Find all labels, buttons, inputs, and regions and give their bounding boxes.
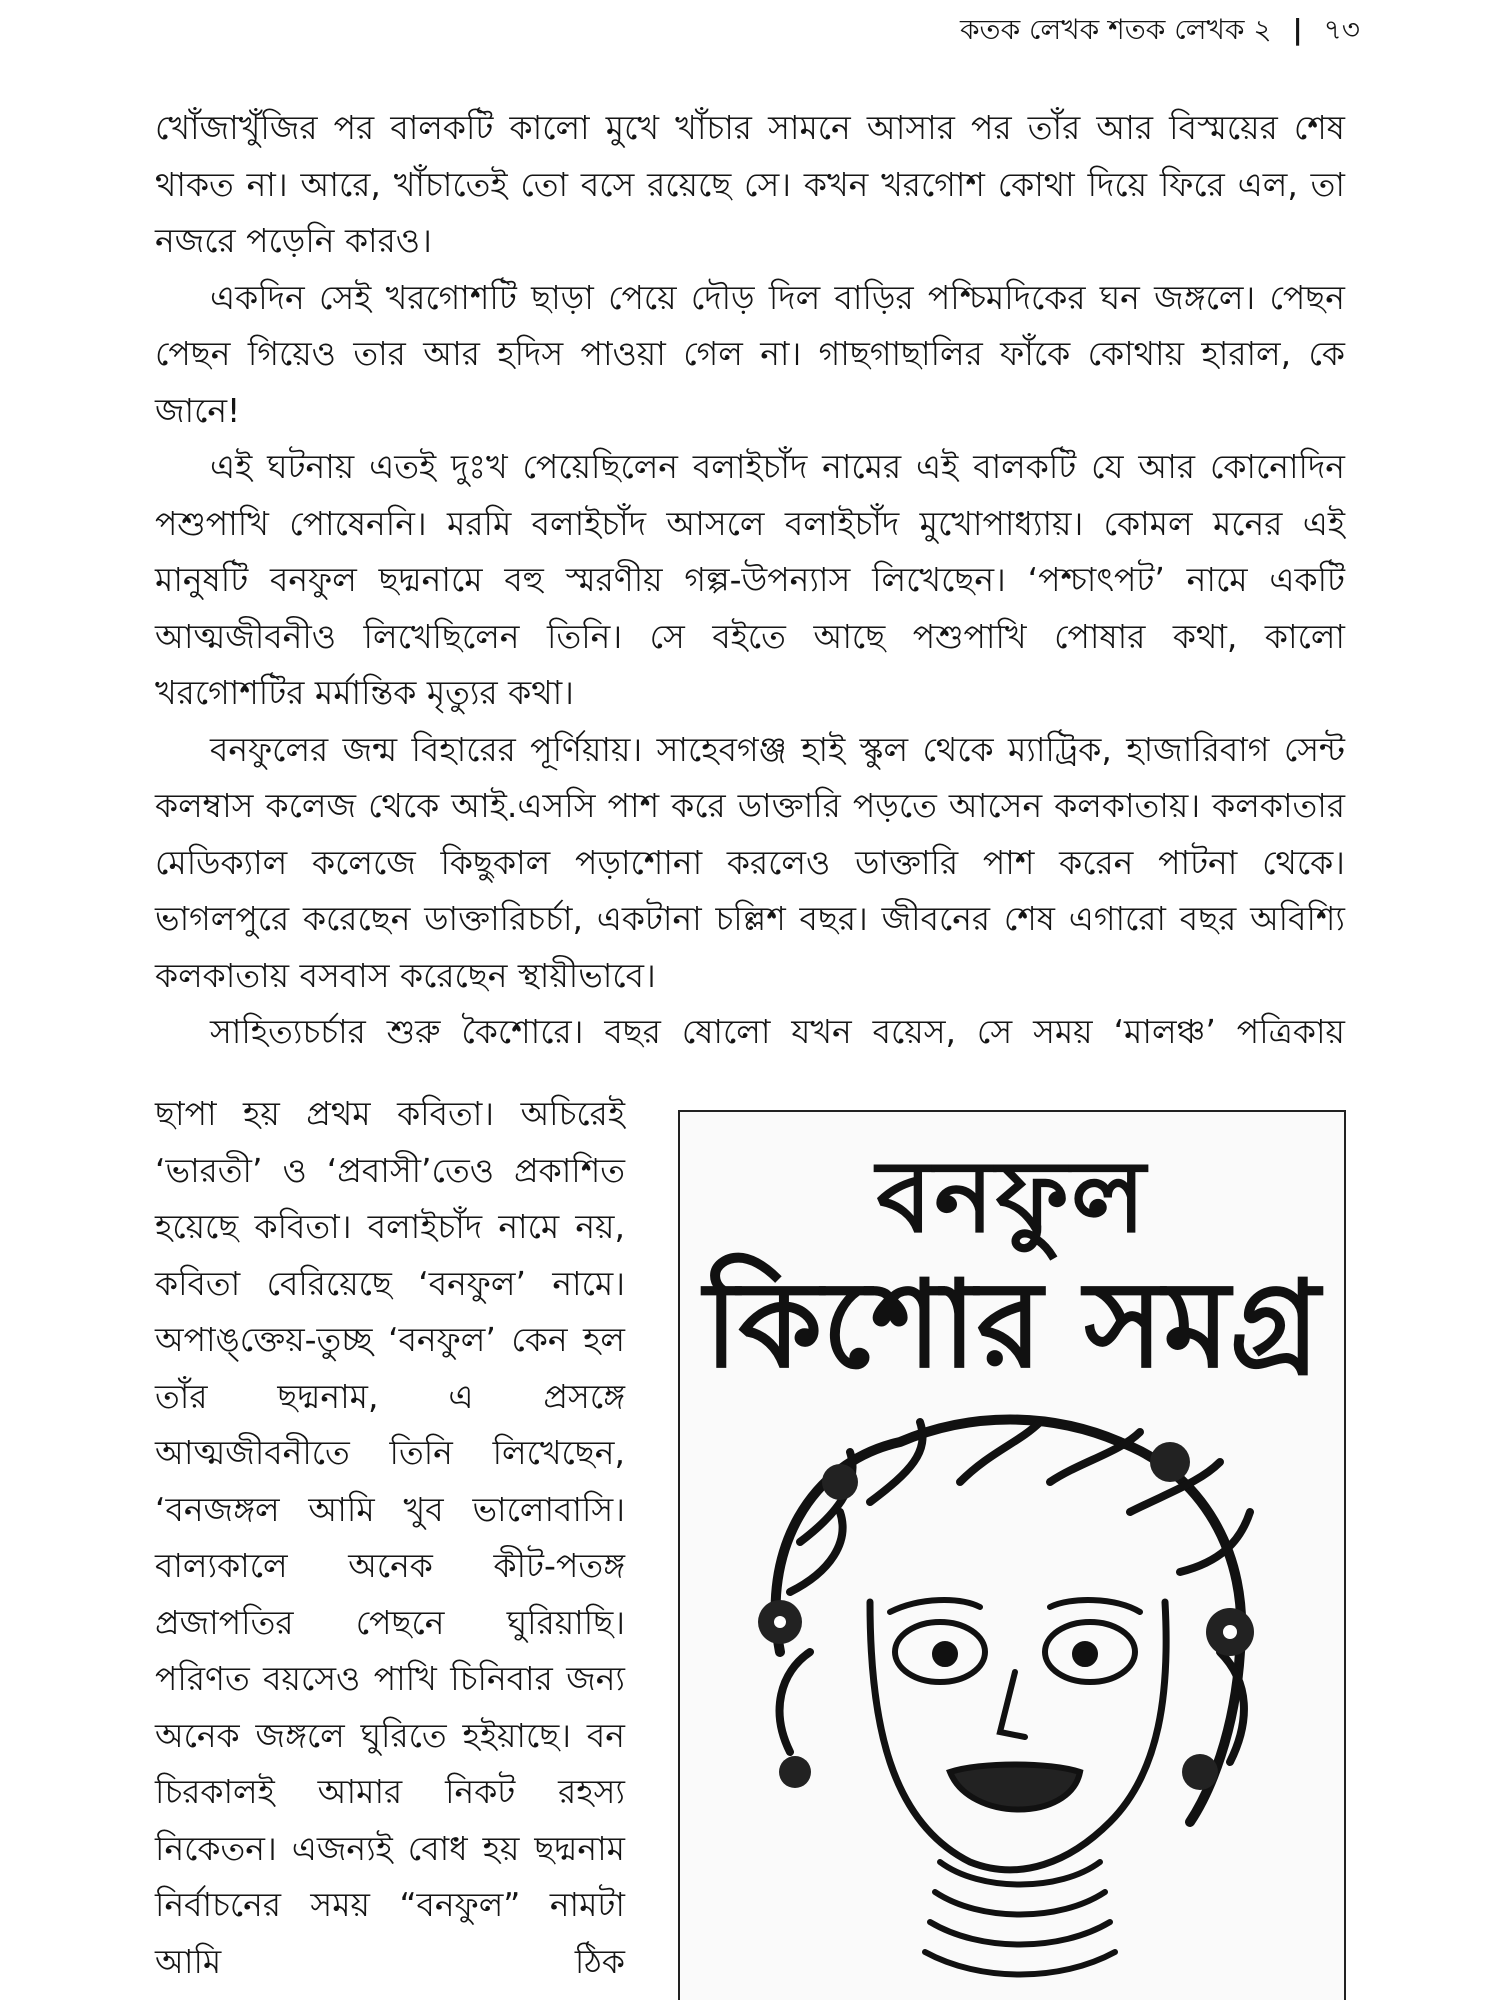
running-title: কতক লেখক শতক লেখক ২ bbox=[959, 13, 1272, 46]
cover-title: কিশোর সমগ্র bbox=[704, 1256, 1320, 1395]
paragraph-5: সাহিত্যচর্চার শুরু কৈশোরে। বছর ষোলো যখন বয়েস, সে সময় ‘মালঞ্চ’ পত্রিকায় bbox=[210, 1012, 1345, 1051]
main-text bbox=[155, 100, 1345, 1061]
paragraph-4: বনফুলের জন্ম বিহারের পূর্ণিয়ায়। সাহেবগঞ্জ হাই স্কুল থেকে ম্যাট্রিক, হাজারিবাগ সেন্ট কলম্বাস কলেজ থেকে আই.এসসি পাশ করে ডাক্তারি পড়তে আসেন কলকাতায়। কলকাতার মেডিক্যাল কলেজে কিছুকাল পড়াশোনা করলেও ডাক্তারি পাশ করেন পাটনা থেকে। ভাগলপুরে করেছেন ডাক্তারিচর্চা, একটানা চল্লিশ বছর। জীবনের শেষ এগারো বছর অবিশ্যি কলকাতায় বসবাস করেছেন স্থায়ীভাবে। bbox=[155, 729, 1345, 995]
left-column-text bbox=[155, 1086, 625, 1990]
cover-author: বনফুল bbox=[876, 1138, 1148, 1255]
paragraph-1: খোঁজাখুঁজির পর বালকটি কালো মুখে খাঁচার সামনে আসার পর তাঁর আর বিস্ময়ের শেষ থাকত না। আরে, খাঁচাতেই তো বসে রয়েছে সে। কখন খরগোশ কোথা দিয়ে ফিরে এল, তা নজরে পড়েনি কারও। bbox=[155, 108, 1345, 260]
paragraph-3: এই ঘটনায় এতই দুঃখ পেয়েছিলেন বলাইচাঁদ নামের এই বালকটি যে আর কোনোদিন পশুপাখি পোষেননি। মরমি বলাইচাঁদ আসলে বলাইচাঁদ মুখোপাধ্যায়। কোমল মনের এই মানুষটি বনফুল ছদ্মনামে বহু স্মরণীয় গল্প-উপন্যাস লিখেছেন। ‘পশ্চাৎপট’ নামে একটি আত্মজীবনীও লিখেছিলেন তিনি। সে বইতে আছে পশুপাখি পোষার কথা, কালো খরগোশটির মর্মান্তিক মৃত্যুর কথা। bbox=[155, 447, 1345, 712]
page-number: ৭৩ bbox=[1323, 13, 1360, 46]
header-separator: | bbox=[1292, 13, 1303, 46]
paragraph-2: একদিন সেই খরগোশটি ছাড়া পেয়ে দৌড় দিল বাড়ির পশ্চিমদিকের ঘন জঙ্গলে। পেছন পেছন গিয়েও তার আর হদিস পাওয়া গেল না। গাছগাছালির ফাঁকে কোথায় হারাল, কে জানে! bbox=[155, 277, 1345, 430]
book-cover-figure bbox=[678, 1110, 1346, 2000]
running-header bbox=[960, 8, 1360, 55]
column-paragraph: ছাপা হয় প্রথম কবিতা। অচিরেই ‘ভারতী’ ও ‘প্রবাসী’তেও প্রকাশিত হয়েছে কবিতা। বলাইচাঁদ নামে নয়, কবিতা বেরিয়েছে ‘বনফুল’ নামে। অপাঙ্‌ক্তেয়-তুচ্ছ ‘বনফুল’ কেন হল তাঁর ছদ্মনাম, এ প্রসঙ্গে আত্মজীবনীতে তিনি লিখেছেন, ‘বনজঙ্গল আমি খুব ভালোবাসি। বাল্যকালে অনেক কীট-পতঙ্গ প্রজাপতির পেছনে ঘুরিয়াছি। পরিণত বয়সেও পাখি চিনিবার জন্য অনেক জঙ্গলে ঘুরিতে হইয়াছে। বন চিরকালই আমার নিকট রহস্য নিকেতন। এজন্যই বোধ হয় ছদ্মনাম নির্বাচনের সময় “বনফুল” নামটা আমি ঠিক bbox=[155, 1094, 625, 1981]
book-cover-illustration-icon bbox=[720, 1392, 1310, 2000]
